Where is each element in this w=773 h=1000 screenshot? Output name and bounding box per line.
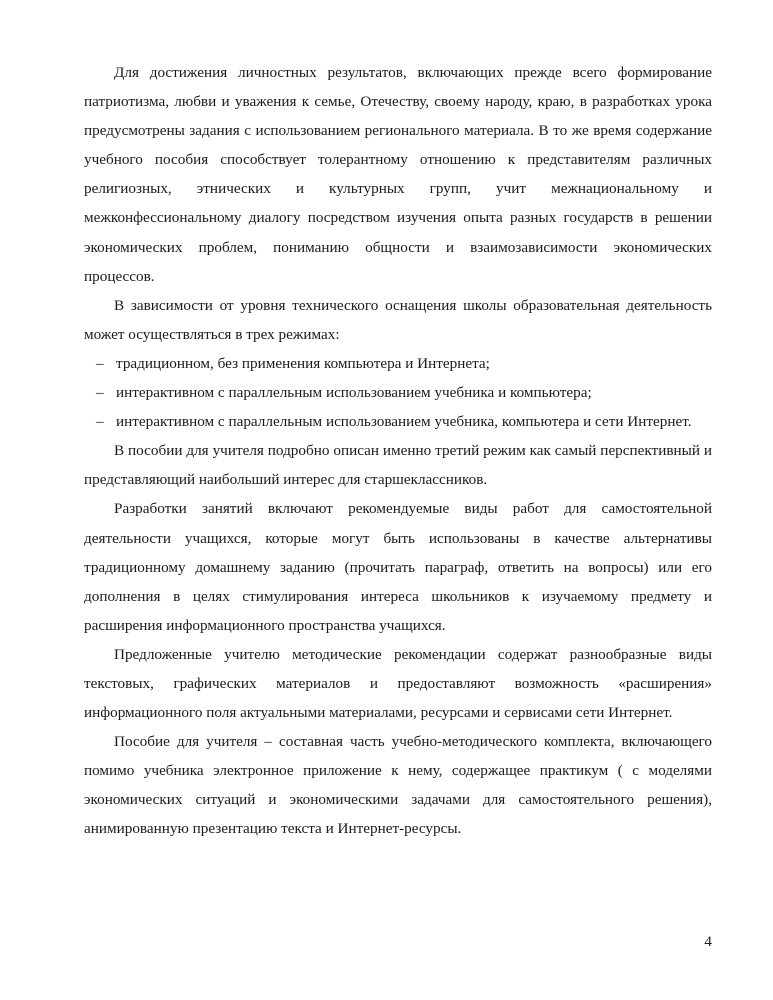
dash-marker-icon: – xyxy=(96,413,104,431)
list-item xyxy=(84,349,712,378)
list-item xyxy=(84,407,712,436)
paragraph-methodical-recommendations: Предложенные учителю методические рекомендации содержат разнообразные виды текстовых, графических материалов и предоставляют возможность «расширения» информационного поля актуальными материалами, ресурсами и сервисами сети Интернет. xyxy=(84,645,712,722)
dash-marker-icon: – xyxy=(96,384,104,402)
list-item xyxy=(84,378,712,407)
list-item-label: интерактивном с параллельным использованием учебника, компьютера и сети Интернет. xyxy=(116,413,692,431)
list-item-label: интерактивном с параллельным использованием учебника и компьютера; xyxy=(116,384,592,402)
dash-marker-icon: – xyxy=(96,354,104,372)
document-body xyxy=(84,58,712,844)
modes-list xyxy=(84,349,712,436)
list-item-label: традиционном, без применения компьютера и Интернета; xyxy=(116,354,490,372)
paragraph-third-mode: В пособии для учителя подробно описан именно третий режим как самый перспективный и представляющий наибольший интерес для старшеклассников. xyxy=(84,442,712,489)
page-number: 4 xyxy=(704,933,712,950)
paragraph-technical-equipment: В зависимости от уровня технического оснащения школы образовательная деятельность может осуществляться в трех режимах: xyxy=(84,296,712,343)
paragraph-lesson-development: Разработки занятий включают рекомендуемые виды работ для самостоятельной деятельности учащихся, которые могут быть использованы в качестве альтернативы традиционному домашнему заданию (прочитать параграф, ответить на вопросы) или его дополнения в целях стимулирования интереса школьников к изучаемому предмету и расширения информационного пространства учащихся. xyxy=(84,500,712,634)
paragraph-teacher-manual: Пособие для учителя – составная часть учебно-методического комплекта, включающего помимо учебника электронное приложение к нему, содержащее практикум ( с моделями экономических ситуаций и экономическими задачами для самостоятельного решения), анимированную презентацию текста и Интернет-ресурсы. xyxy=(84,733,712,838)
paragraph-personal-results: Для достижения личностных результатов, включающих прежде всего формирование патриотизма, любви и уважения к семье, Отечеству, своему народу, краю, в разработках урока предусмотрены задания с использованием регионального материала. В то же время содержание учебного пособия способствует толерантному отношению к представителям различных религиозных, этнических и культурных групп, учит межнациональному и межконфессиональному диалогу посредством изучения опыта разных государств в решении экономических проблем, пониманию общности и взаимозависимости экономических процессов. xyxy=(84,64,712,285)
